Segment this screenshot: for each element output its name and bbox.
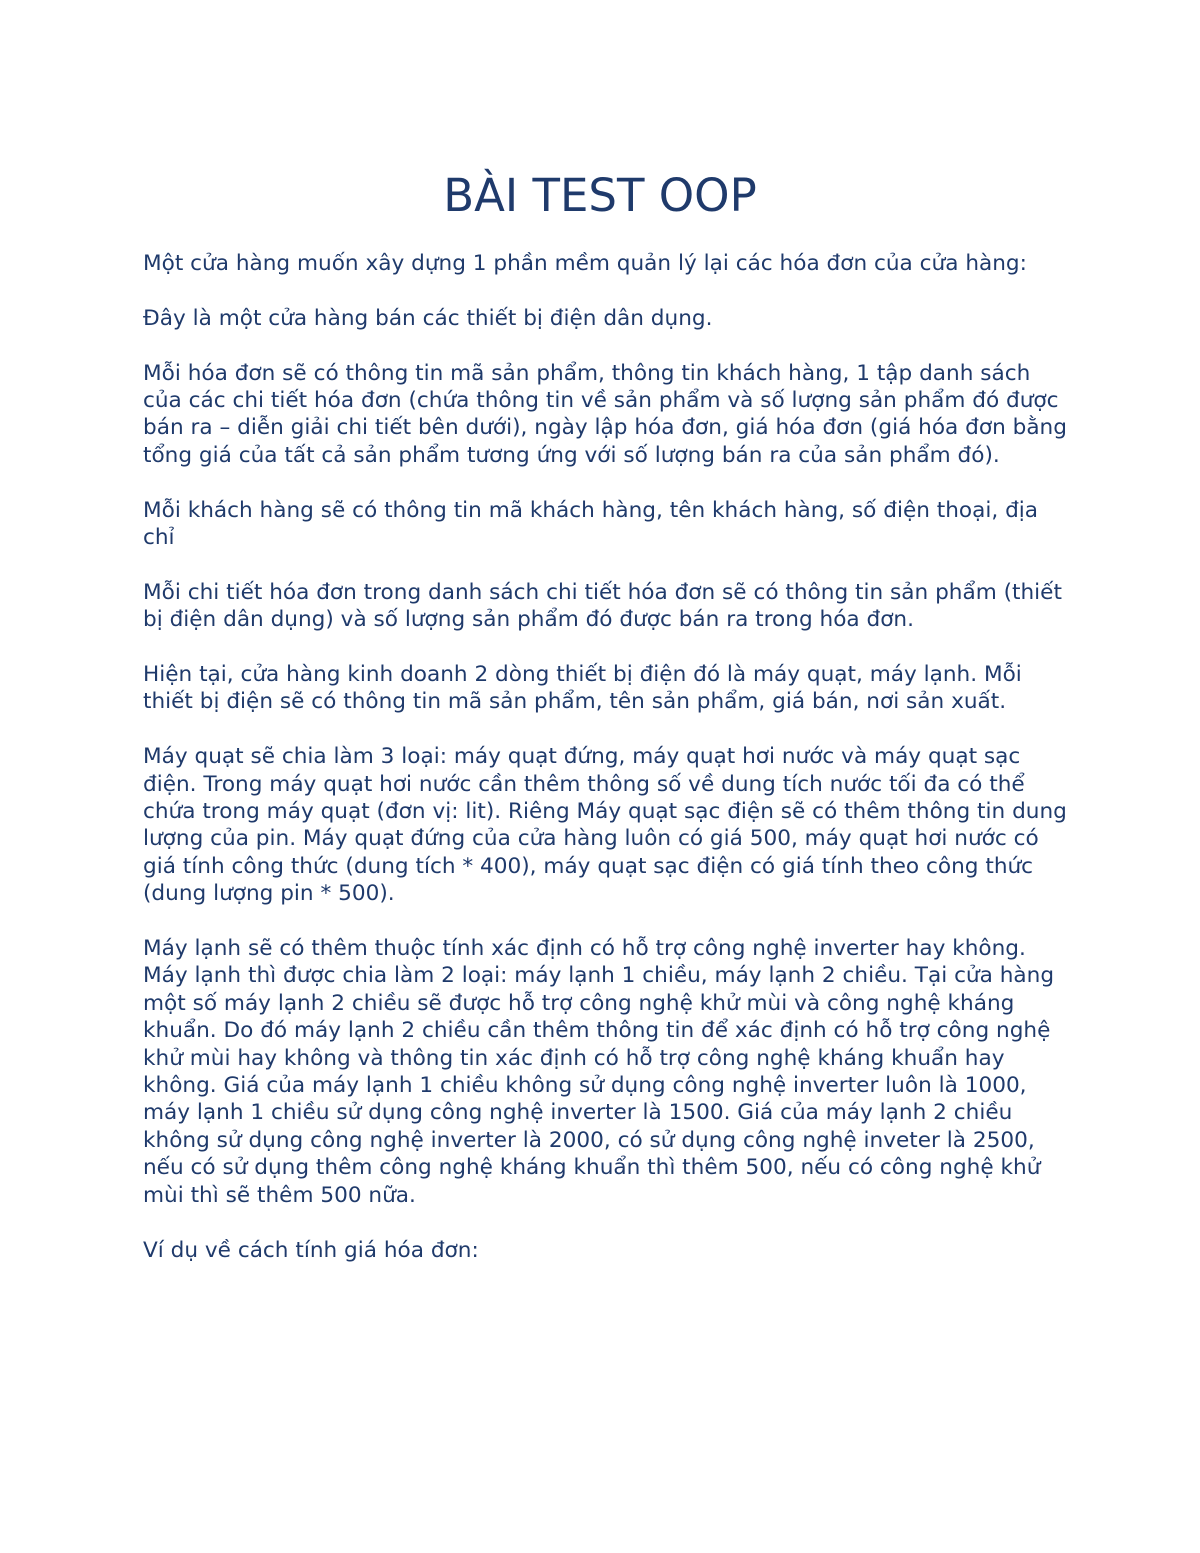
paragraph-customer: Mỗi khách hàng sẽ có thông tin mã khách hàng, tên khách hàng, số điện thoại, địa chỉ [143,497,1039,551]
document-body [143,250,1073,1291]
paragraph-example: Ví dụ về cách tính giá hóa đơn: [143,1237,479,1263]
paragraph-intro: Một cửa hàng muốn xây dựng 1 phần mềm quản lý lại các hóa đơn của cửa hàng: [143,251,1027,276]
paragraph-air-conditioners: Máy lạnh sẽ có thêm thuộc tính xác định có hỗ trợ công nghệ inverter hay không. Máy lạnh thì được chia làm 2 loại: máy lạnh 1 chiều, máy lạnh 2 chiều. Tại cửa hàng một số máy lạnh 2 chiều sẽ được hỗ trợ công nghệ khử mùi và công nghệ kháng khuẩn. Do đó máy lạnh 2 chiều cần thêm thông tin để xác định có hỗ trợ công nghệ khử mùi hay không và thông tin xác định có hỗ trợ công nghệ kháng khuẩn hay không. Giá của máy lạnh 1 chiều không sử dụng công nghệ inverter luôn là 1000, máy lạnh 1 chiều sử dụng công nghệ inverter là 1500. Giá của máy lạnh 2 chiều không sử dụng công nghệ inverter là 2000, có sử dụng công nghệ inveter là 2500, nếu có sử dụng thêm công nghệ kháng khuẩn thì thêm 500, nếu có công nghệ khử mùi thì sẽ thêm 500 nữa. [143,936,1055,1208]
paragraph-devices: Hiện tại, cửa hàng kinh doanh 2 dòng thiết bị điện đó là máy quạt, máy lạnh. Mỗi thiết bị điện sẽ có thông tin mã sản phẩm, tên sản phẩm, giá bán, nơi sản xuất. [143,662,1022,715]
paragraph-invoice: Mỗi hóa đơn sẽ có thông tin mã sản phẩm, thông tin khách hàng, 1 tập danh sách của các chi tiết hóa đơn (chứa thông tin về sản phẩm và số lượng sản phẩm đó được bán ra – diễn giải chi tiết bên dưới), ngày lập hóa đơn, giá hóa đơn (giá hóa đơn bằng tổng giá của tất cả sản phẩm tương ứng với số lượng bán ra của sản phẩm đó). [143,360,1067,468]
document-title: BÀI TEST OOP [443,169,757,222]
paragraph-store-type: Đây là một cửa hàng bán các thiết bị điện dân dụng. [143,305,713,331]
paragraph-fans: Máy quạt sẽ chia làm 3 loại: máy quạt đứng, máy quạt hơi nước và máy quạt sạc điện. Trong máy quạt hơi nước cần thêm thông số về dung tích nước tối đa có thể chứa trong máy quạt (đơn vị: lit). Riêng Máy quạt sạc điện sẽ có thêm thông tin dung lượng của pin. Máy quạt đứng của cửa hàng luôn có giá 500, máy quạt hơi nước có giá tính công thức (dung tích * 400), máy quạt sạc điện có giá tính theo công thức (dung lượng pin * 500). [143,744,1067,907]
paragraph-invoice-detail: Mỗi chi tiết hóa đơn trong danh sách chi tiết hóa đơn sẽ có thông tin sản phẩm (thiết bị điện dân dụng) và số lượng sản phẩm đó được bán ra trong hóa đơn. [143,579,1062,633]
